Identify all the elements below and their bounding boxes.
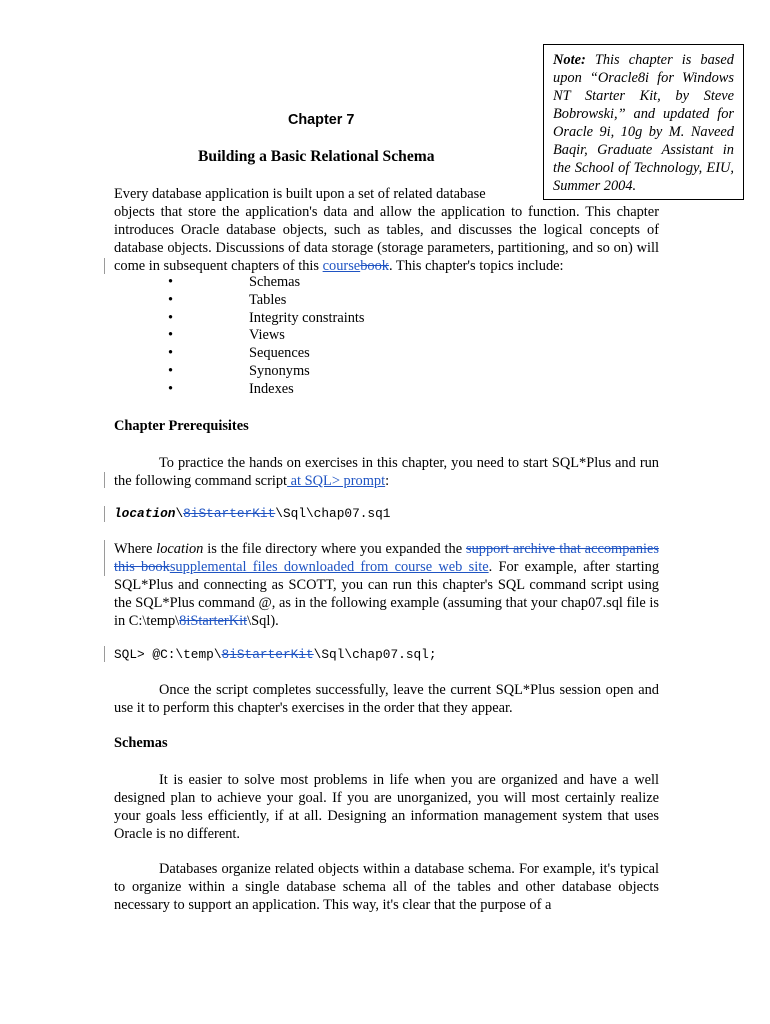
prereq-text: To practice the hands on exercises in this chapter, you need to start SQL*Plus and run the following command script xyxy=(114,455,659,489)
intro-paragraph xyxy=(114,203,659,275)
where-paragraph xyxy=(114,540,659,630)
revision-insert: at SQL> prompt xyxy=(287,473,386,489)
change-bar xyxy=(104,540,105,576)
topic-label: Integrity constraints xyxy=(249,309,365,326)
prereq-paragraph xyxy=(114,454,659,490)
schemas-text-1: It is easier to solve most problems in life when you are organized and have a well designed plan to achieve your goal. If you are unorganized, you will most certainly realize your goals less efficiently, if at all. Designing an information management system that uses Oracle is no different. xyxy=(114,772,659,842)
revision-delete: book xyxy=(360,258,389,274)
note-label: Note: xyxy=(553,52,586,68)
prereq-end: : xyxy=(385,473,390,489)
bullet-icon: • xyxy=(168,309,174,326)
intro-after: . This chapter's topics include: xyxy=(388,258,564,274)
sql-prefix: SQL> @C:\temp\ xyxy=(114,647,222,662)
topic-label: Schemas xyxy=(249,274,301,290)
bullet-icon: • xyxy=(168,380,174,397)
cmd-sep: \ xyxy=(175,506,184,521)
schemas-paragraph-1 xyxy=(114,771,659,843)
where-a: Where xyxy=(114,541,157,557)
topic-label: Tables xyxy=(249,291,287,308)
sql-tail: \Sql\chap07.sql; xyxy=(313,647,437,662)
change-bar xyxy=(104,646,105,662)
bullet-icon: • xyxy=(168,327,174,344)
change-bar xyxy=(104,258,105,274)
bullet-icon: • xyxy=(168,274,174,290)
revision-insert: course xyxy=(322,258,361,274)
intro-text: objects that store the application's data and allow the application to function. This chapter introduces Oracle database objects, such as tables, and discusses the logical concepts of database objects. Discussions of data storage (storage parameters, partitioning, and so on) will come in subsequent chapters of this xyxy=(114,204,659,274)
revision-delete: 8iStarterKit xyxy=(179,613,248,629)
cmd-tail: \Sql\chap07.sq1 xyxy=(275,506,391,521)
schemas-paragraph-2 xyxy=(114,860,659,914)
section-heading-prerequisites: Chapter Prerequisites xyxy=(114,418,249,434)
bullet-icon: • xyxy=(168,345,174,362)
section-heading-schemas: Schemas xyxy=(114,735,168,751)
where-d: \Sql). xyxy=(247,613,279,629)
note-box xyxy=(543,44,744,200)
cmd-location: location xyxy=(114,506,176,521)
bullet-icon: • xyxy=(168,362,174,379)
change-bar xyxy=(104,472,105,488)
revision-delete: support archive that accompanies this book xyxy=(114,541,660,575)
sql-command-line xyxy=(114,647,437,662)
intro-first-line: Every database application is built upon a set of related database xyxy=(114,186,486,202)
command-line xyxy=(114,506,390,521)
chapter-title: Building a Basic Relational Schema xyxy=(198,148,435,165)
once-text: Once the script completes successfully, leave the current SQL*Plus session open and use it to perform this chapter's exercises in the order that they appear. xyxy=(114,682,659,716)
revision-delete: 8iStarterKit xyxy=(183,506,276,521)
topic-label: Indexes xyxy=(249,380,294,397)
topic-label: Synonyms xyxy=(249,362,310,379)
bullet-icon: • xyxy=(168,291,174,308)
chapter-label: Chapter 7 xyxy=(288,112,355,128)
where-b: is the file directory where you expanded the xyxy=(203,541,466,557)
schemas-text-2: Databases organize related objects within a database schema. For example, it's typical to organize within a single database schema all of the tables and other database objects necessary to support an application. This way, it's clear that the purpose of a xyxy=(114,861,659,913)
topic-label: Sequences xyxy=(249,345,310,362)
revision-insert: supplemental files downloaded from course web site xyxy=(169,559,489,575)
revision-delete: 8iStarterKit xyxy=(221,647,314,662)
where-location: location xyxy=(156,541,204,557)
note-text: This chapter is based upon “Oracle8i for Windows NT Starter Kit, by Steve Bobrowski,” and updated for Oracle 9i, 10g by M. Naveed Baqir, Graduate Assistant in the School of Technology, EIU, Summer 2004. xyxy=(553,52,734,194)
once-paragraph xyxy=(114,681,659,717)
change-bar xyxy=(104,506,105,522)
topic-label: Views xyxy=(249,327,285,344)
where-c: . For example, after starting SQL*Plus and connecting as SCOTT, you can run this chapter's SQL command script using the SQL*Plus command @, as in the following example (assuming that your chap07.sql file is in C:\temp\ xyxy=(114,559,660,629)
